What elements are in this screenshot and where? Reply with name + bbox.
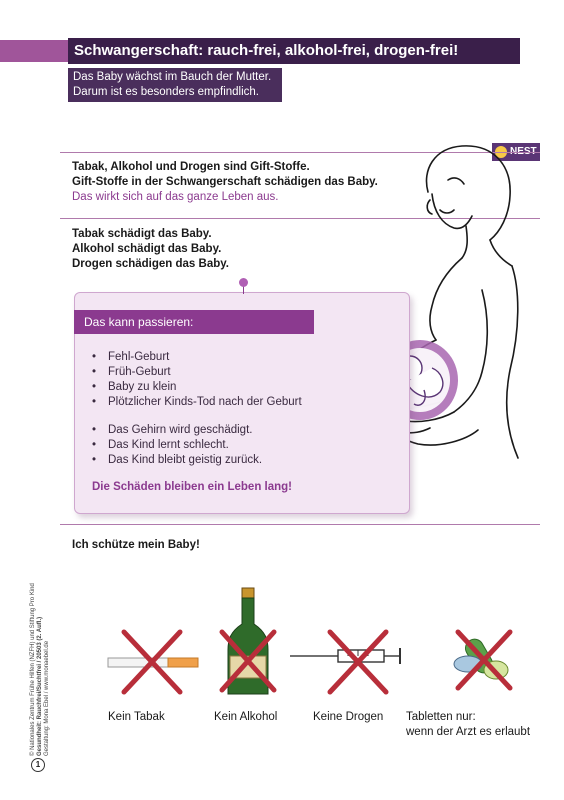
- protect-heading: Ich schütze mein Baby!: [72, 539, 200, 551]
- credits-line-1: © Nationales Zentrum Frühe Hilfen (NZFH) und Stiftung Pro Kind: [30, 583, 36, 756]
- list-item: • Das Gehirn wird geschädigt.: [90, 423, 390, 438]
- intro-block: [72, 160, 378, 205]
- cigarette-icon: [104, 620, 204, 700]
- caption-tabletten-line-1: Tabletten nur:: [406, 711, 476, 723]
- subtitle-line-1: Das Baby wächst im Bauch der Mutter.: [73, 71, 272, 83]
- credits-line-2: Gesundheit: Rauchfrei/Suchtfrei / 20503 (2. Aufl.): [37, 616, 43, 756]
- caption-alkohol: Kein Alkohol: [214, 711, 278, 723]
- list-item: • Baby zu klein: [90, 380, 390, 395]
- damage-line-3: Drogen schädigen das Baby.: [72, 258, 229, 270]
- header-accent-bar: [0, 40, 72, 62]
- card-conclusion: Die Schäden bleiben ein Leben lang!: [92, 481, 293, 493]
- credits-line-3: Gestaltung: Mona Ebel / www.monaebel.de: [44, 640, 50, 756]
- page-subtitle: [68, 68, 282, 102]
- caption-tabletten-line-2: wenn der Arzt es erlaubt: [406, 726, 531, 738]
- list-item: • Das Kind lernt schlecht.: [90, 438, 390, 453]
- list-item: • Plötzlicher Kinds-Tod nach der Geburt: [90, 395, 390, 410]
- intro-line-1: Tabak, Alkohol und Drogen sind Gift-Stoffe.: [72, 161, 310, 173]
- consequences-list-1: [90, 350, 390, 410]
- intro-line-3: Das wirkt sich auf das ganze Leben aus.: [72, 191, 279, 203]
- bottle-icon: [218, 584, 278, 700]
- damage-line-1: Tabak schädigt das Baby.: [72, 228, 212, 240]
- divider-bottom: [60, 524, 540, 525]
- damage-line-2: Alkohol schädigt das Baby.: [72, 243, 222, 255]
- damage-block: [72, 227, 229, 272]
- vertical-credits: [30, 556, 70, 756]
- pin-icon: [239, 278, 248, 287]
- syringe-icon: [288, 620, 408, 700]
- list-item: • Früh-Geburt: [90, 365, 390, 380]
- caption-tabak: Kein Tabak: [108, 711, 165, 723]
- caption-drogen: Keine Drogen: [313, 711, 384, 723]
- list-item: • Fehl-Geburt: [90, 350, 390, 365]
- caption-tabletten: [406, 710, 530, 740]
- pills-icon: [446, 620, 526, 700]
- page-number: 1: [31, 758, 45, 772]
- intro-line-2: Gift-Stoffe in der Schwangerschaft schädigen das Baby.: [72, 176, 378, 188]
- card-heading: Das kann passieren:: [74, 310, 314, 334]
- consequences-list-2: [90, 423, 390, 468]
- list-item: • Das Kind bleibt geistig zurück.: [90, 453, 390, 468]
- subtitle-line-2: Darum ist es besonders empfindlich.: [73, 86, 259, 98]
- page-title: Schwangerschaft: rauch-frei, alkohol-frei, drogen-frei!: [68, 38, 520, 64]
